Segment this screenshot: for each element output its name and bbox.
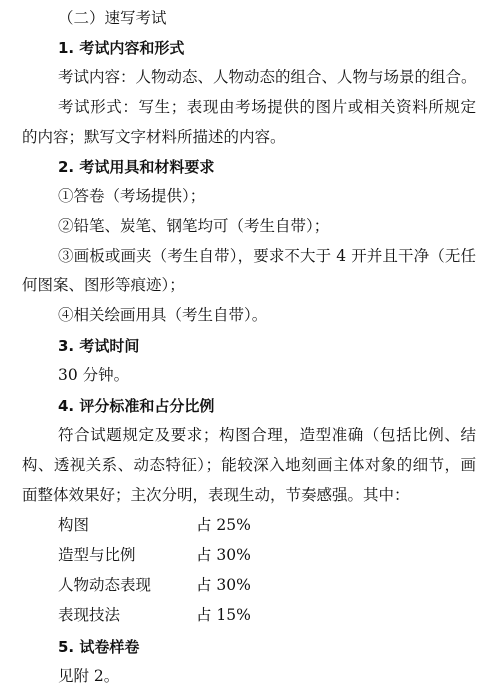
heading-scoring-criteria: 4. 评分标准和占分比例: [58, 397, 215, 415]
materials-item-answer-sheet: ①答卷（考场提供）；: [58, 187, 206, 205]
heading-sample-paper: 5. 试卷样卷: [58, 638, 140, 656]
score-label: 造型与比例: [58, 546, 136, 564]
sample-paper-text: 见附 2。: [58, 667, 120, 685]
materials-item-pens: ②铅笔、炭笔、钢笔均可（考生自带）；: [58, 217, 330, 235]
score-label: 表现技法: [58, 606, 121, 624]
score-row-technique: [0, 605, 500, 625]
score-label: 构图: [58, 516, 90, 534]
exam-form-paragraph-line1: 考试形式：写生；表现由考场提供的图片或相关资料所规定: [58, 98, 476, 116]
score-value: 占 30%: [196, 546, 251, 564]
score-row-composition: [0, 515, 500, 535]
section-title: （二）速写考试: [58, 9, 167, 27]
score-value: 占 15%: [196, 606, 251, 624]
materials-item-drawing-board-line1: ③画板或画夹（考生自带），要求不大于 4 开并且干净（无任: [58, 247, 476, 265]
score-value: 占 30%: [196, 576, 251, 594]
exam-time-text: 30 分钟。: [58, 366, 130, 384]
score-row-dynamics: [0, 575, 500, 595]
exam-content-paragraph: 考试内容：人物动态、人物动态的组合、人物与场景的组合。: [58, 68, 477, 86]
score-label: 人物动态表现: [58, 576, 152, 594]
exam-form-paragraph-line2: 的内容；默写文字材料所描述的内容。: [22, 128, 286, 146]
scoring-paragraph-line3: 面整体效果好；主次分明，表现生动，节奏感强。其中：: [22, 486, 410, 504]
heading-exam-time: 3. 考试时间: [58, 337, 140, 355]
scoring-paragraph-line1: 符合试题规定及要求；构图合理，造型准确（包括比例、结: [58, 426, 476, 444]
materials-item-painting-tools: ④相关绘画用具（考生自带）。: [58, 306, 268, 324]
scoring-paragraph-line2: 构、透视关系、动态特征）；能较深入地刻画主体对象的细节，画: [22, 456, 476, 474]
score-value: 占 25%: [196, 516, 251, 534]
heading-content-and-form: 1. 考试内容和形式: [58, 39, 185, 57]
score-row-modeling: [0, 545, 500, 565]
heading-tools-and-materials: 2. 考试用具和材料要求: [58, 158, 215, 176]
materials-item-drawing-board-line2: 何图案、图形等痕迹）；: [22, 276, 185, 294]
